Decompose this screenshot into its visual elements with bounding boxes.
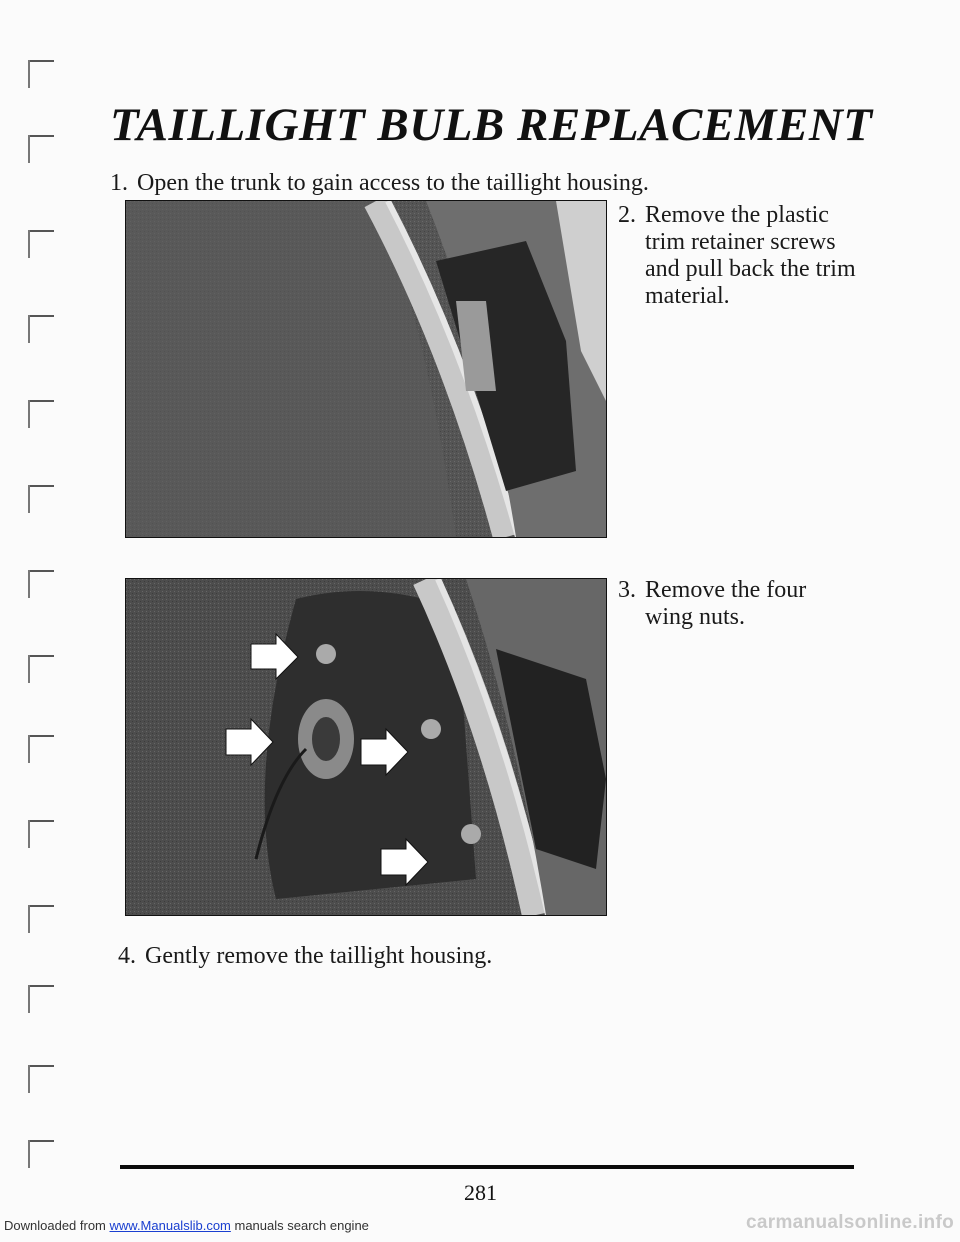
margin-mark bbox=[28, 570, 54, 572]
margin-mark bbox=[28, 400, 54, 402]
step-number: 2. bbox=[618, 202, 636, 228]
margin-mark bbox=[28, 1065, 54, 1067]
page-number: 281 bbox=[464, 1180, 497, 1205]
step-1 bbox=[110, 170, 810, 197]
margin-mark bbox=[28, 230, 54, 232]
footer-rule bbox=[120, 1165, 854, 1169]
margin-marks bbox=[28, 60, 68, 1160]
margin-mark bbox=[28, 985, 54, 987]
page-title: TAILLIGHT BULB REPLACEMENT bbox=[110, 99, 873, 151]
step-4 bbox=[118, 943, 818, 970]
photo-trunk-trim bbox=[125, 200, 607, 538]
step-text: Remove the four wing nuts. bbox=[645, 577, 807, 630]
step-3 bbox=[618, 577, 858, 631]
photo-wing-nuts bbox=[125, 578, 607, 916]
margin-mark bbox=[28, 1140, 54, 1142]
margin-mark bbox=[28, 60, 54, 62]
download-footer bbox=[4, 1218, 369, 1233]
watermark: carmanualsonline.info bbox=[746, 1212, 954, 1233]
margin-mark bbox=[28, 655, 54, 657]
step-text: Remove the plastic trim retainer screws and pull back the trim material. bbox=[645, 202, 856, 309]
margin-mark bbox=[28, 820, 54, 822]
manualslib-link[interactable]: www.Manualslib.com bbox=[109, 1218, 231, 1233]
margin-mark bbox=[28, 735, 54, 737]
margin-mark bbox=[28, 135, 54, 137]
footer-suffix: manuals search engine bbox=[230, 1218, 369, 1233]
step-number: 4. bbox=[118, 943, 136, 969]
step-text: Open the trunk to gain access to the taillight housing. bbox=[137, 170, 649, 196]
margin-mark bbox=[28, 315, 54, 317]
margin-mark bbox=[28, 485, 54, 487]
step-number: 1. bbox=[110, 170, 128, 196]
photo-trunk-trim-illustration bbox=[126, 201, 606, 537]
step-2 bbox=[618, 202, 858, 310]
step-number: 3. bbox=[618, 577, 636, 603]
step-text: Gently remove the taillight housing. bbox=[145, 943, 493, 969]
footer-prefix: Downloaded from bbox=[4, 1218, 110, 1233]
margin-mark bbox=[28, 905, 54, 907]
photo-wing-nuts-illustration bbox=[126, 579, 606, 915]
